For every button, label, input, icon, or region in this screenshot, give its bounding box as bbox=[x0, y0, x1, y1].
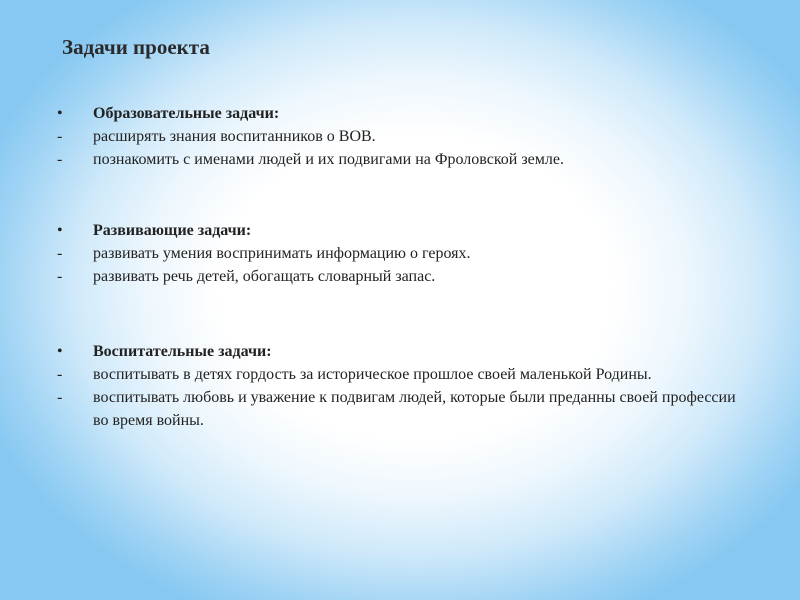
section-heading: Воспитательные задачи: bbox=[93, 343, 272, 360]
list-item-text: воспитывать любовь и уважение к подвигам людей, которые были преданны своей профессии во время войны. bbox=[93, 389, 736, 429]
bullet-marker: • bbox=[57, 222, 63, 239]
dash-marker: - bbox=[57, 151, 63, 168]
list-item bbox=[57, 125, 737, 148]
bullet-marker: • bbox=[57, 343, 63, 360]
section-developmental bbox=[57, 219, 737, 288]
dash-marker: - bbox=[57, 128, 63, 145]
section-upbringing bbox=[57, 340, 737, 432]
section-heading: Образовательные задачи: bbox=[93, 105, 280, 122]
section-heading-row bbox=[57, 219, 737, 242]
dash-marker: - bbox=[57, 389, 63, 406]
list-item bbox=[57, 242, 737, 265]
list-item-text: развивать речь детей, обогащать словарный запас. bbox=[93, 268, 436, 285]
list-item bbox=[57, 363, 737, 386]
bullet-marker: • bbox=[57, 105, 63, 122]
dash-marker: - bbox=[57, 245, 63, 262]
list-item-text: воспитывать в детях гордость за историческое прошлое своей маленькой Родины. bbox=[93, 366, 652, 383]
list-item-text: расширять знания воспитанников о ВОВ. bbox=[93, 128, 376, 145]
section-heading-row bbox=[57, 102, 737, 125]
list-item bbox=[57, 148, 737, 171]
slide-content bbox=[57, 102, 737, 480]
dash-marker: - bbox=[57, 268, 63, 285]
dash-marker: - bbox=[57, 366, 63, 383]
list-item bbox=[57, 265, 737, 288]
section-heading: Развивающие задачи: bbox=[93, 222, 252, 239]
list-item-text: познакомить с именами людей и их подвигами на Фроловской земле. bbox=[93, 151, 564, 168]
list-item bbox=[57, 386, 737, 432]
section-heading-row bbox=[57, 340, 737, 363]
slide-title: Задачи проекта bbox=[62, 35, 210, 59]
list-item-text: развивать умения воспринимать информацию о героях. bbox=[93, 245, 471, 262]
section-educational bbox=[57, 102, 737, 171]
